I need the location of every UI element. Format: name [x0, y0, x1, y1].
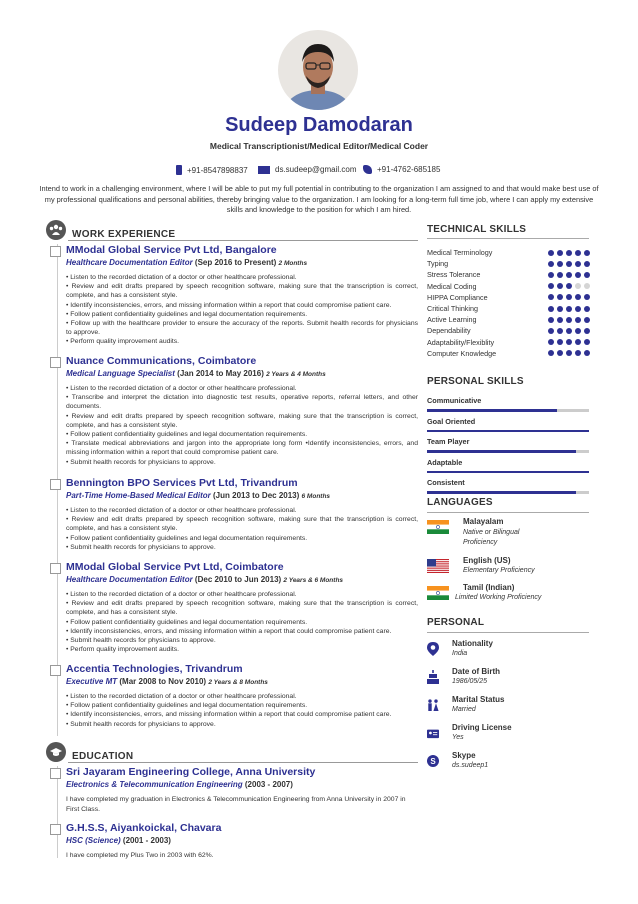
job-duties [66, 692, 418, 729]
company-name: MModal Global Service Pvt Ltd, Coimbatore [66, 561, 284, 573]
personal-skill [427, 458, 589, 474]
divider [427, 632, 589, 633]
rating-dot-filled [575, 317, 581, 323]
candidate-name: Sudeep Damodaran [225, 114, 413, 136]
skill-bar-track [427, 409, 589, 412]
skill-name: Medical Terminology [427, 248, 493, 257]
technical-skill-row [427, 269, 590, 280]
job-role-line [66, 258, 418, 267]
job-duration: 2 Years & 6 Months [283, 577, 344, 584]
rating-dot-filled [548, 283, 554, 289]
school-name: Sri Jayaram Engineering College, Anna University [66, 766, 316, 778]
job-role: Healthcare Documentation Editor [66, 258, 193, 267]
personal-title: PERSONAL [427, 617, 485, 628]
timeline-marker [50, 768, 61, 779]
duty-item: • Listen to the recorded dictation of a doctor or other healthcare professional. [66, 693, 297, 700]
job-duration: 2 Years & 8 Months [208, 679, 268, 686]
rating-dot-filled [575, 328, 581, 334]
job-role-line [66, 369, 418, 378]
graduation-cap-icon [46, 742, 66, 762]
duty-item: • Transcribe and interpret the dictation into diagnostic test results, operative reports, referral letters, and other documents. [66, 394, 418, 411]
rating-dot-empty [575, 283, 581, 289]
job-dates: (Jan 2014 to May 2016) [177, 369, 264, 378]
phone-icon [363, 165, 372, 174]
education-entry [50, 766, 418, 815]
rating-dot-filled [557, 328, 563, 334]
objective-statement: Intend to work in a challenging environment, where I will be able to put my full potential in contributing to the organization I am assigned to and that would make best use of my professional qualifications and personal abilities, thereby bringing value to the organization. I am looking for a long-term full time job, where I can apply my extensive skills and knowledge to the position for which I am hired. [39, 184, 599, 214]
job-entry [50, 477, 418, 552]
technical-skill-row [427, 325, 590, 336]
duty-item: • Translate medical abbreviations and jargon into the appropriate long form •Identify inconsistencies, errors, and missing information within a report that could compromise patient care. [66, 440, 418, 457]
rating-dot-filled [584, 317, 590, 323]
degree-line [66, 836, 418, 845]
job-role: Medical Language Specialist [66, 369, 175, 378]
divider [68, 240, 418, 241]
rating-dot-filled [566, 339, 572, 345]
duty-item: • Review and edit drafts prepared by speech recognition software, making sure that the transcription is correct, complete, and has a consistent style. [66, 283, 418, 300]
job-dates: (Dec 2010 to Jun 2013) [194, 575, 282, 584]
duty-item: • Follow patient confidentiality guidelines and legal documentation requirements. [66, 702, 308, 710]
rating-dot-filled [566, 294, 572, 300]
duty-item: • Follow patient confidentiality guidelines and legal documentation requirements. [66, 431, 308, 439]
duty-item: • Perform quality improvement audits. [66, 646, 180, 654]
phone-text: +91-8547898837 [187, 165, 248, 175]
job-entry [50, 355, 418, 467]
skill-rating [548, 272, 590, 278]
driving-license-label: Driving License [452, 723, 512, 732]
rating-dot-filled [548, 261, 554, 267]
job-duration: 2 Months [278, 260, 308, 267]
language-level: Limited Working Proficiency [455, 594, 542, 601]
skill-rating [548, 283, 590, 289]
rating-dot-filled [584, 261, 590, 267]
envelope-icon [258, 166, 270, 174]
divider [68, 762, 418, 763]
skill-name: Active Learning [427, 315, 477, 325]
rating-dot-filled [584, 272, 590, 278]
technical-skill-row [427, 247, 590, 258]
dob-value: 1986/05/25 [452, 678, 488, 685]
rating-dot-filled [557, 317, 563, 323]
skill-bar-fill [427, 491, 576, 494]
degree: Electronics & Telecommunication Engineering [66, 780, 243, 789]
personal-skill [427, 396, 589, 412]
degree-line [66, 780, 418, 789]
mobile-icon [176, 165, 182, 175]
skill-rating [548, 350, 590, 356]
rating-dot-filled [575, 261, 581, 267]
job-duties [66, 506, 418, 552]
rating-dot-filled [548, 317, 554, 323]
skill-rating [548, 339, 590, 345]
personal-skill-name: Goal Oriented [427, 416, 476, 426]
rating-dot-filled [566, 317, 572, 323]
duty-item: • Follow patient confidentiality guidelines and legal documentation requirements. [66, 534, 308, 542]
personal-skill-name: Communicative [427, 396, 482, 405]
rating-dot-filled [575, 306, 581, 312]
skill-name: Critical Thinking [427, 304, 478, 313]
job-duties [66, 384, 418, 467]
rating-dot-filled [548, 339, 554, 345]
cake-icon [427, 670, 439, 684]
technical-skill-row [427, 258, 590, 269]
duty-item: • Follow patient confidentiality guidelines and legal documentation requirements. [66, 618, 308, 626]
technical-skill-row [427, 314, 590, 325]
timeline-marker [50, 665, 61, 676]
rating-dot-filled [566, 328, 572, 334]
duty-item: • Listen to the recorded dictation of a doctor or other healthcare professional. [66, 591, 297, 598]
marital-status-label: Marital Status [452, 695, 505, 704]
skill-rating [548, 250, 590, 256]
rating-dot-filled [575, 272, 581, 278]
skill-name: Medical Coding [427, 281, 477, 291]
skill-bar-fill [427, 430, 589, 433]
duty-item: • Submit health records for physicians to approve. [66, 543, 216, 551]
divider [427, 512, 589, 513]
skill-bar-track [427, 491, 589, 494]
technical-skill-row [427, 348, 590, 359]
skill-name: Computer Knowledge [427, 348, 497, 358]
job-entry [50, 663, 418, 729]
personal-skill [427, 437, 589, 453]
duty-item: • Review and edit drafts prepared by speech recognition software, making sure that the transcription is correct, complete, and has a consistent style. [66, 516, 418, 533]
usa-flag-icon [427, 559, 449, 573]
technical-skill-row [427, 303, 590, 314]
job-role: Part-Time Home-Based Medical Editor [66, 491, 211, 500]
language-name: English (US) [463, 556, 511, 565]
job-role-line [66, 677, 418, 686]
phone2-contact [363, 165, 440, 174]
school-name: G.H.S.S, Aiyankoickal, Chavara [66, 822, 222, 834]
skill-name: Dependability [427, 326, 471, 336]
education-dates: (2001 - 2003) [122, 836, 171, 845]
personal-skill [427, 417, 589, 433]
profile-photo [278, 30, 358, 110]
rating-dot-filled [557, 261, 563, 267]
skill-name: Typing [427, 259, 449, 269]
job-role-line [66, 575, 418, 584]
skill-bar-track [427, 430, 589, 433]
rating-dot-filled [548, 250, 554, 256]
job-dates: (Mar 2008 to Nov 2010) [119, 677, 207, 686]
rating-dot-filled [548, 306, 554, 312]
driving-license-value: Yes [452, 734, 464, 741]
timeline-marker [50, 246, 61, 257]
duty-item: • Listen to the recorded dictation of a doctor or other healthcare professional. [66, 385, 297, 392]
duty-item: • Submit health records for physicians to approve. [66, 720, 216, 728]
work-experience-title: WORK EXPERIENCE [72, 228, 176, 240]
duty-item: • Identify inconsistencies, errors, and missing information within a report that could compromise patient care. [66, 711, 392, 719]
technical-skills-title: TECHNICAL SKILLS [427, 224, 527, 235]
rating-dot-filled [575, 294, 581, 300]
rating-dot-filled [566, 250, 572, 256]
job-duties [66, 590, 418, 654]
personal-skill-name: Team Player [427, 437, 470, 446]
job-role-line [66, 491, 418, 500]
skill-bar-fill [427, 409, 557, 412]
rating-dot-filled [557, 339, 563, 345]
job-dates: (Sep 2016 to Present) [194, 258, 277, 267]
duty-item: • Follow patient confidentiality guidelines and legal documentation requirements. [66, 310, 308, 318]
job-role: Healthcare Documentation Editor [66, 575, 193, 584]
company-name: Nuance Communications, Coimbatore [66, 355, 257, 367]
india-flag-icon [427, 586, 449, 600]
language-name: Malayalam [463, 517, 504, 526]
personal-skill [427, 478, 589, 494]
skill-rating [548, 328, 590, 334]
skill-name: Stress Tolerance [427, 270, 481, 280]
rating-dot-filled [584, 250, 590, 256]
dob-label: Date of Birth [452, 667, 500, 676]
rating-dot-filled [575, 350, 581, 356]
education-description: I have completed my Plus Two in 2003 with 62%. [66, 852, 214, 859]
rating-dot-filled [566, 261, 572, 267]
skill-bar-track [427, 450, 589, 453]
skill-name: HIPPA Compliance [427, 292, 488, 302]
rating-dot-filled [575, 339, 581, 345]
language-level: Elementary Proficiency [463, 567, 535, 574]
job-dates: (Jun 2013 to Dec 2013) [213, 491, 300, 500]
rating-dot-filled [584, 350, 590, 356]
skype-label: Skype [452, 751, 476, 760]
job-duration: 6 Months [301, 493, 331, 500]
rating-dot-filled [548, 350, 554, 356]
rating-dot-filled [584, 339, 590, 345]
rating-dot-filled [557, 294, 563, 300]
rating-dot-filled [566, 283, 572, 289]
email-text[interactable]: ds.sudeep@gmail.com [275, 165, 357, 174]
work-experience-header [46, 220, 175, 240]
nationality-label: Nationality [452, 639, 493, 648]
duty-item: • Perform quality improvement audits. [66, 338, 180, 346]
rating-dot-empty [584, 283, 590, 289]
globe-pin-icon [427, 642, 439, 656]
skill-bar-track [427, 471, 589, 474]
rating-dot-filled [557, 283, 563, 289]
duty-item: • Submit health records for physicians to approve. [66, 637, 216, 645]
job-duties [66, 273, 418, 347]
education-title: EDUCATION [72, 750, 134, 762]
education-description: I have completed my graduation in Electronics & Telecommunication Engineering from Anna University in 2007 in First Class. [66, 796, 406, 813]
duty-item: • Submit health records for physicians to approve. [66, 458, 216, 466]
phone2-text: +91-4762-685185 [377, 165, 441, 174]
timeline-marker [50, 479, 61, 490]
duty-item: • Identify inconsistencies, errors, and missing information within a report that could compromise patient care. [66, 627, 392, 635]
duty-item: • Review and edit drafts prepared by speech recognition software, making sure that the transcription is correct, complete, and has a consistent style. [66, 600, 418, 617]
skill-rating [548, 294, 590, 300]
language-level: Native or Bilingual Proficiency [463, 529, 520, 546]
skill-rating [548, 261, 590, 267]
rating-dot-filled [557, 306, 563, 312]
technical-skill-row [427, 292, 590, 303]
company-name: Bennington BPO Services Pvt Ltd, Trivandrum [66, 477, 298, 489]
skill-bar-fill [427, 450, 576, 453]
technical-skill-row [427, 337, 590, 348]
nationality-value: India [452, 650, 468, 657]
job-entry [50, 561, 418, 654]
degree: HSC (Science) [66, 836, 121, 845]
skill-rating [548, 306, 590, 312]
personal-skills-title: PERSONAL SKILLS [427, 376, 524, 387]
technical-skill-row [427, 281, 590, 292]
duty-item: • Listen to the recorded dictation of a doctor or other healthcare professional. [66, 274, 297, 281]
rating-dot-filled [557, 272, 563, 278]
couple-icon [427, 698, 439, 712]
skype-value[interactable]: ds.sudeep1 [452, 762, 489, 769]
personal-skill-name: Adaptable [427, 457, 463, 467]
rating-dot-filled [548, 272, 554, 278]
job-role: Executive MT [66, 677, 118, 686]
timeline-marker [50, 357, 61, 368]
rating-dot-filled [566, 306, 572, 312]
rating-dot-filled [575, 250, 581, 256]
skill-name: Adaptability/Flexiblity [427, 337, 495, 347]
education-header [46, 742, 133, 762]
duty-item: • Follow up with the healthcare provider to ensure the accuracy of the reports. Submit health records for physicians to approve. [66, 320, 418, 337]
timeline-marker [50, 824, 61, 835]
skill-rating [548, 317, 590, 323]
job-subtitle: Medical Transcriptionist/Medical Editor/Medical Coder [209, 141, 429, 151]
duty-item: • Listen to the recorded dictation of a doctor or other healthcare professional. [66, 507, 297, 514]
education-dates: (2003 - 2007) [244, 780, 293, 789]
duty-item: • Review and edit drafts prepared by speech recognition software, making sure that the transcription is correct, complete, and has a consistent style. [66, 412, 418, 429]
job-entry [50, 244, 418, 347]
phone-contact [176, 165, 248, 175]
rating-dot-filled [584, 294, 590, 300]
language-name: Tamil (Indian) [463, 583, 515, 592]
duty-item: • Identify inconsistencies, errors, and missing information within a report that could compromise patient care. [66, 301, 392, 309]
languages-title: LANGUAGES [427, 497, 493, 508]
marital-status-value: Married [452, 706, 476, 713]
education-entry [50, 822, 418, 861]
rating-dot-filled [566, 272, 572, 278]
skype-icon [427, 754, 439, 768]
company-name: Accentia Technologies, Trivandrum [66, 663, 243, 675]
rating-dot-filled [557, 350, 563, 356]
people-icon [46, 220, 66, 240]
svg-text:S: S [430, 757, 436, 766]
skill-bar-fill [427, 471, 589, 474]
rating-dot-filled [566, 350, 572, 356]
india-flag-icon [427, 520, 449, 534]
job-duration: 2 Years & 4 Months [266, 371, 326, 378]
email-contact[interactable] [258, 165, 357, 174]
timeline-marker [50, 563, 61, 574]
personal-skill-name: Consistent [427, 478, 465, 487]
rating-dot-filled [557, 250, 563, 256]
divider [427, 238, 589, 239]
rating-dot-filled [584, 328, 590, 334]
license-icon [427, 726, 439, 740]
company-name: MModal Global Service Pvt Ltd, Bangalore [66, 244, 277, 256]
rating-dot-filled [548, 328, 554, 334]
rating-dot-filled [584, 306, 590, 312]
rating-dot-filled [548, 294, 554, 300]
